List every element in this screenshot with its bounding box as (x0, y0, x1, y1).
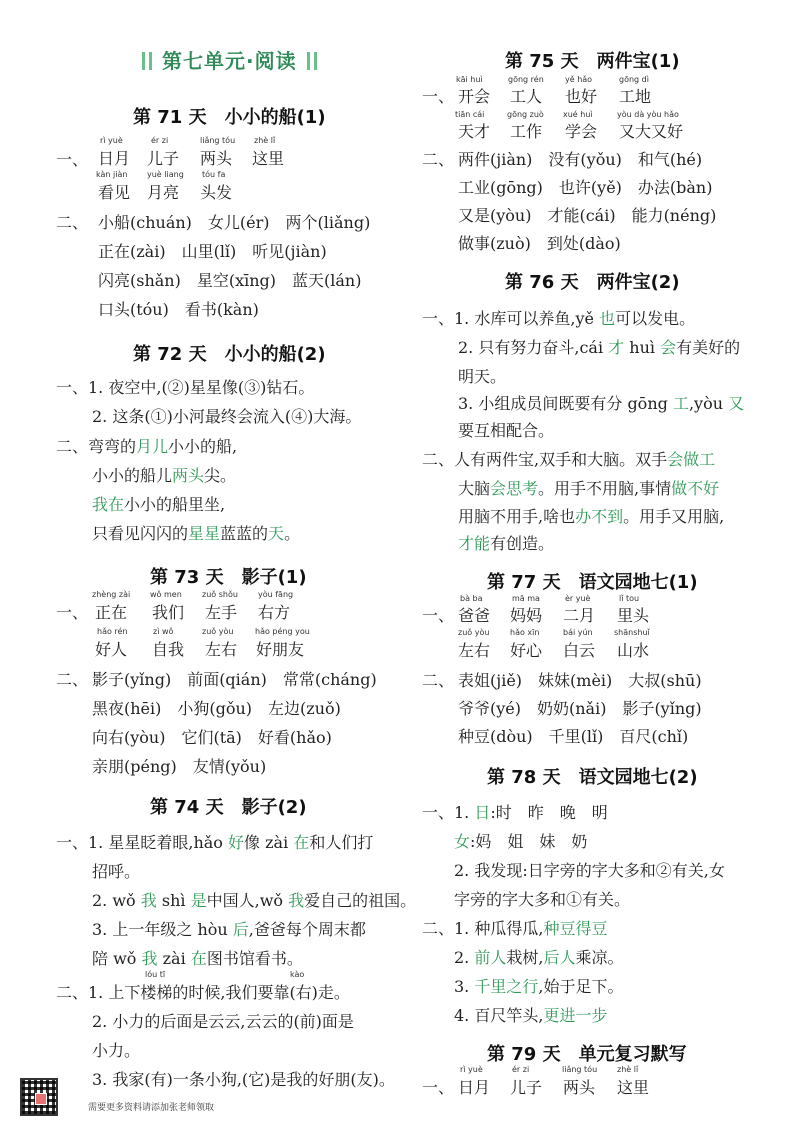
q1-label: 一、 (422, 606, 455, 625)
word: 看见 (98, 183, 131, 202)
answer-line: 2. 这条(①)小河最终会流入(④)大海。 (92, 407, 362, 426)
word: 学会 (565, 122, 598, 141)
word: 也好 (565, 87, 598, 106)
word: 工人 (510, 87, 543, 106)
pinyin: liǎng tóu (200, 136, 236, 145)
pinyin: zuǒ shǒu (202, 590, 238, 599)
word: 日月 (458, 1078, 491, 1097)
pinyin: ér zi (151, 136, 169, 145)
q1-label: 一、 (422, 1078, 455, 1097)
answer-line: 字旁的字大多和①有关。 (454, 890, 631, 909)
word: 工作 (510, 122, 543, 141)
answer-line: 小力。 (92, 1041, 141, 1060)
pinyin: zuǒ yòu (458, 628, 490, 637)
pinyin: zhè lǐ (617, 1065, 639, 1074)
unit-title: 第七单元·阅读 (140, 45, 319, 74)
word: 爸爸 (458, 606, 491, 625)
answer-line: 二、人有两件宝,双手和大脑。双手会做工 (422, 450, 716, 469)
answer-row: 爷爷(yé) 奶奶(nǎi) 影子(yǐng) (458, 699, 702, 718)
pinyin: wǒ men (150, 590, 182, 599)
answer-line: 才能有创造。 (458, 534, 555, 553)
answer-line: 明天。 (458, 367, 507, 386)
pinyin: èr yuè (565, 594, 591, 603)
answer-row: 表姐(jiě) 妹妹(mèi) 大叔(shū) (458, 671, 702, 690)
day-72-title: 第 72 天 小小的船(2) (133, 344, 326, 365)
word: 左右 (458, 641, 491, 660)
answer-line: 二、1. 种瓜得瓜,种豆得豆 (422, 919, 608, 938)
qr-code-icon (20, 1078, 58, 1116)
pinyin: xué huì (563, 110, 593, 119)
poem-line: 小小的船儿两头尖。 (92, 466, 237, 485)
word: 正在 (95, 603, 128, 622)
word: 这里 (252, 149, 285, 168)
answer-row: 向右(yòu) 它们(tā) 好看(hǎo) (92, 728, 332, 747)
word: 这里 (617, 1078, 650, 1097)
answer-row: 黑夜(hēi) 小狗(gǒu) 左边(zuǒ) (92, 699, 341, 718)
day-76-title: 第 76 天 两件宝(2) (505, 272, 680, 293)
pinyin: ér zi (512, 1065, 530, 1074)
answer-line: 3. 千里之行,始于足下。 (454, 977, 624, 996)
answer-line: 3. 小组成员间既要有分 gōng 工,yòu 又 (458, 394, 745, 413)
word: 两头 (200, 149, 233, 168)
answer-row: 口头(tóu) 看书(kàn) (98, 300, 259, 319)
pinyin: zhè lǐ (254, 136, 276, 145)
q2-label: 二、 (56, 213, 89, 232)
word: 好朋友 (256, 640, 305, 659)
poem-line: 只看见闪闪的星星蓝蓝的天。 (92, 524, 301, 543)
pinyin: yòu fāng (258, 590, 294, 599)
word: 儿子 (147, 149, 180, 168)
pinyin: yuè liang (147, 170, 184, 179)
answer-row: 两件(jiàn) 没有(yǒu) 和气(hé) (458, 150, 703, 169)
word: 头发 (200, 183, 233, 202)
word: 左手 (205, 603, 238, 622)
pinyin: lóu tī (145, 970, 166, 979)
pinyin: hǎo xīn (510, 628, 540, 637)
poem-line: 我在小小的船里坐, (92, 495, 226, 514)
pinyin: yòu dà yòu hǎo (617, 110, 679, 119)
answer-row: 正在(zài) 山里(lǐ) 听见(jiàn) (98, 242, 327, 261)
day-73-title: 第 73 天 影子(1) (150, 567, 307, 588)
footer (20, 1078, 320, 1118)
pinyin: tiān cái (455, 110, 485, 119)
pinyin: kàn jiàn (96, 170, 128, 179)
word: 又大又好 (619, 122, 684, 141)
word: 两头 (563, 1078, 596, 1097)
day-79-title: 第 79 天 单元复习默写 (487, 1044, 687, 1065)
day-77-title: 第 77 天 语文园地七(1) (487, 572, 698, 593)
pinyin: kào (290, 970, 305, 979)
pinyin: gōng zuò (507, 110, 544, 119)
word: 儿子 (510, 1078, 543, 1097)
word: 右方 (258, 603, 291, 622)
answer-row: 小船(chuán) 女儿(ér) 两个(liǎng) (98, 213, 371, 232)
day-78-title: 第 78 天 语文园地七(2) (487, 767, 698, 788)
answer-row: 亲朋(péng) 友情(yǒu) (92, 757, 267, 776)
q2-label: 二、 (422, 671, 455, 690)
answer-line: 二、1. 上下楼梯的时候,我们要靠(右)走。 (56, 983, 350, 1002)
pinyin: liǎng tóu (562, 1065, 598, 1074)
pinyin: tóu fa (202, 170, 226, 179)
answer-line: 要互相配合。 (458, 421, 555, 440)
q1-label: 一、 (56, 603, 89, 622)
answer-line: 用脑不用手,啥也办不到。用手又用脑, (458, 507, 725, 526)
answer-line: 陪 wǒ 我 zài 在图书馆看书。 (92, 949, 303, 968)
word: 天才 (458, 122, 491, 141)
word: 好人 (95, 640, 128, 659)
word: 白云 (563, 641, 596, 660)
answer-line: 一、1. 水库可以养鱼,yě 也可以发电。 (422, 309, 696, 328)
answer-line: 3. 上一年级之 hòu 后,爸爸每个周末都 (92, 920, 366, 939)
answer-line: 2. 前人栽树,后人乘凉。 (454, 948, 624, 967)
answer-line: 3. 我家(有)一条小狗,(它)是我的好朋(友)。 (92, 1070, 395, 1089)
pinyin: rì yuè (460, 1065, 483, 1074)
answer-line: 2. wǒ 我 shì 是中国人,wǒ 我爱自己的祖国。 (92, 891, 417, 910)
pinyin: bà ba (460, 594, 483, 603)
pinyin: zhèng zài (92, 590, 131, 599)
word: 左右 (205, 640, 238, 659)
day-71-title: 第 71 天 小小的船(1) (133, 107, 326, 128)
answer-line: 2. 只有努力奋斗,cái 才 huì 会有美好的 (458, 338, 741, 357)
answer-line: 大脑会思考。用手不用脑,事情做不好 (458, 479, 720, 498)
word: 开会 (458, 87, 491, 106)
answer-row: 又是(yòu) 才能(cái) 能力(néng) (458, 206, 717, 225)
q1-label: 一、 (422, 87, 455, 106)
word: 我们 (152, 603, 185, 622)
answer-line: 2. 小力的后面是云云,云云的(前)面是 (92, 1012, 354, 1031)
word: 妈妈 (510, 606, 543, 625)
word: 山水 (617, 641, 650, 660)
answer-line: 女:妈 姐 妹 奶 (454, 832, 588, 851)
answer-line: 一、1. 日:时 昨 晚 明 (422, 803, 608, 822)
word: 好心 (510, 641, 543, 660)
q1-label: 一、 (56, 150, 89, 169)
poem-line: 二、弯弯的月儿小小的船, (56, 437, 238, 456)
pinyin: lǐ tou (619, 594, 640, 603)
pinyin: gōng dì (619, 75, 649, 84)
pinyin: zuǒ yòu (202, 627, 234, 636)
answer-row: 工业(gōng) 也许(yě) 办法(bàn) (458, 178, 713, 197)
answer-line: 一、1. 星星眨着眼,hǎo 好像 zài 在和人们打 (56, 833, 374, 852)
day-74-title: 第 74 天 影子(2) (150, 797, 307, 818)
answer-row: 影子(yǐng) 前面(qián) 常常(cháng) (92, 670, 377, 689)
answer-line: 招呼。 (92, 862, 141, 881)
footer-text: 需要更多资料请添加张老师领取 (88, 1103, 215, 1113)
q2-label: 二、 (56, 670, 89, 689)
pinyin: gōng rén (508, 75, 544, 84)
day-75-title: 第 75 天 两件宝(1) (505, 51, 680, 72)
pinyin: hǎo rén (97, 627, 128, 636)
answer-row: 闪亮(shǎn) 星空(xīng) 蓝天(lán) (98, 271, 362, 290)
q2-label: 二、 (422, 150, 455, 169)
word: 月亮 (147, 183, 180, 202)
pinyin: hǎo péng you (255, 627, 310, 636)
answer-line: 2. 我发现:日字旁的字大多和②有关,女 (454, 861, 725, 880)
word: 工地 (619, 87, 652, 106)
word: 自我 (152, 640, 185, 659)
pinyin: yě hǎo (565, 75, 593, 84)
pinyin: bái yún (563, 628, 593, 637)
answer-row: 种豆(dòu) 千里(lǐ) 百尺(chǐ) (458, 727, 689, 746)
pinyin: rì yuè (100, 136, 123, 145)
pinyin: kāi huì (456, 75, 483, 84)
pinyin: zì wǒ (153, 627, 174, 636)
word: 里头 (617, 606, 650, 625)
word: 日月 (98, 149, 131, 168)
answer-row: 做事(zuò) 到处(dào) (458, 234, 621, 253)
answer-line: 4. 百尺竿头,更进一步 (454, 1006, 608, 1025)
answer-line: 一、1. 夜空中,(②)星星像(③)钻石。 (56, 378, 315, 397)
pinyin: mā ma (512, 594, 540, 603)
pinyin: shānshuǐ (614, 628, 650, 637)
word: 二月 (563, 606, 596, 625)
